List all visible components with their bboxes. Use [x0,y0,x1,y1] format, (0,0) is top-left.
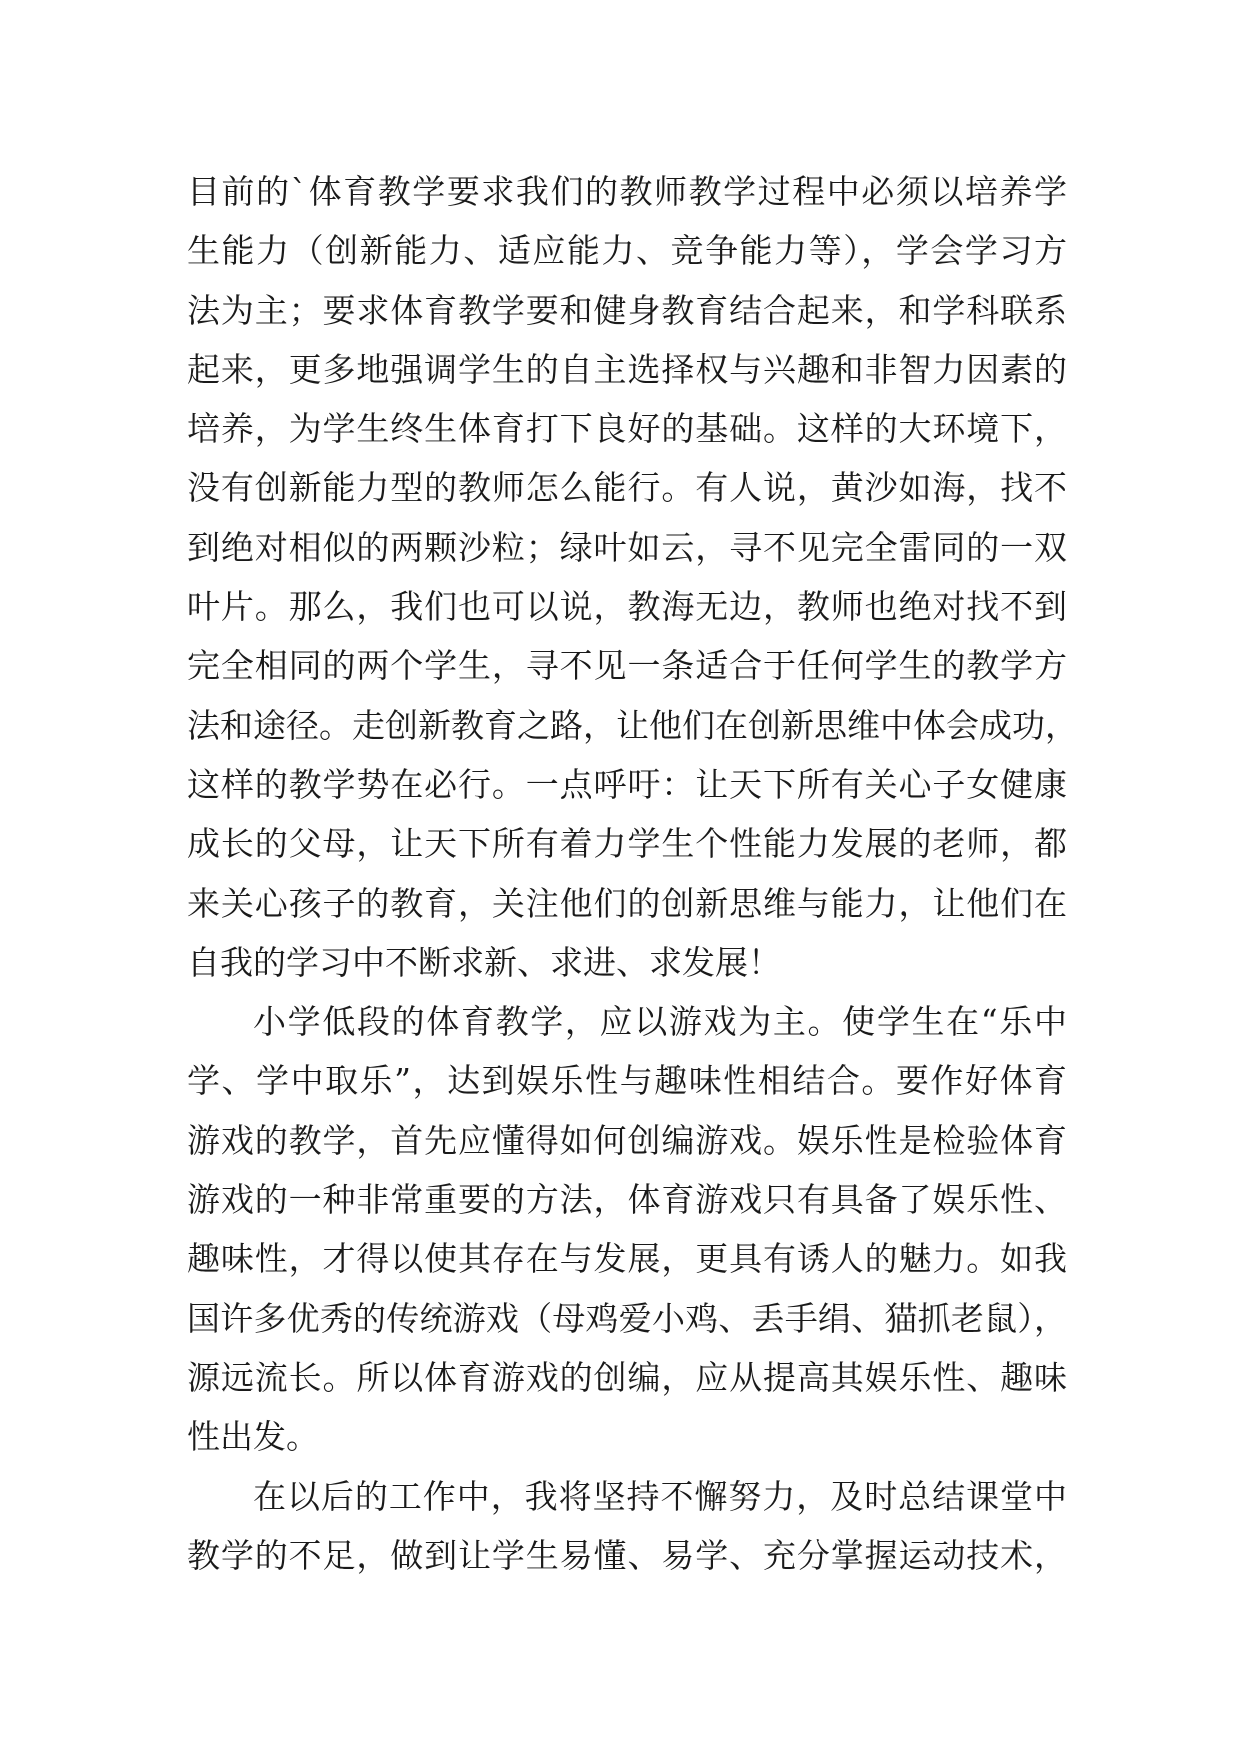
text-line: 性出发。 [187,1417,319,1457]
text-line: 自我的学习中不断求新、求进、求发展！ [187,942,781,982]
paragraph-start-line: 在以后的工作中，我将坚持不懈努力，及时总结课堂中 [253,1476,1067,1516]
text-line: 到绝对相似的两颗沙粒；绿叶如云，寻不见完全雷同的一双 [187,527,1067,567]
text-line: 法为主；要求体育教学要和健身教育结合起来，和学科联系 [187,290,1067,330]
text-line: 培养，为学生终生体育打下良好的基础。这样的大环境下， [187,409,1067,449]
text-line: 教学的不足，做到让学生易懂、易学、充分掌握运动技术， [187,1535,1067,1575]
text-line: 成长的父母，让天下所有着力学生个性能力发展的老师，都 [187,824,1067,864]
text-line: 完全相同的两个学生，寻不见一条适合于任何学生的教学方 [187,646,1067,686]
text-line: 起来，更多地强调学生的自主选择权与兴趣和非智力因素的 [187,349,1067,389]
text-line: 生能力（创新能力、适应能力、竞争能力等），学会学习方 [187,231,1067,271]
text-line: 趣味性，才得以使其存在与发展，更具有诱人的魅力。如我 [187,1239,1067,1279]
text-line: 法和途径。走创新教育之路，让他们在创新思维中体会成功， [187,705,1078,745]
text-line: 来关心孩子的教育，关注他们的创新思维与能力，让他们在 [187,883,1067,923]
text-line: 游戏的教学，首先应懂得如何创编游戏。娱乐性是检验体育 [187,1120,1067,1160]
body-text [187,162,1078,1585]
text-line: 源远流长。所以体育游戏的创编，应从提高其娱乐性、趣味 [187,1357,1067,1397]
text-line: 游戏的一种非常重要的方法，体育游戏只有具备了娱乐性、 [187,1180,1067,1220]
text-line: 目前的`体育教学要求我们的教师教学过程中必须以培养学 [187,172,1067,211]
text-line: 这样的教学势在必行。一点呼吁：让天下所有关心子女健康 [187,764,1067,804]
paragraph-start-line: 小学低段的体育教学，应以游戏为主。使学生在“乐中 [253,1002,1067,1042]
text-line: 学、学中取乐”，达到娱乐性与趣味性相结合。要作好体育 [187,1061,1067,1101]
text-line: 没有创新能力型的教师怎么能行。有人说，黄沙如海，找不 [187,468,1067,508]
text-line: 国许多优秀的传统游戏（母鸡爱小鸡、丢手绢、猫抓老鼠）， [187,1298,1067,1338]
text-line: 叶片。那么，我们也可以说，教海无边，教师也绝对找不到 [187,587,1067,627]
